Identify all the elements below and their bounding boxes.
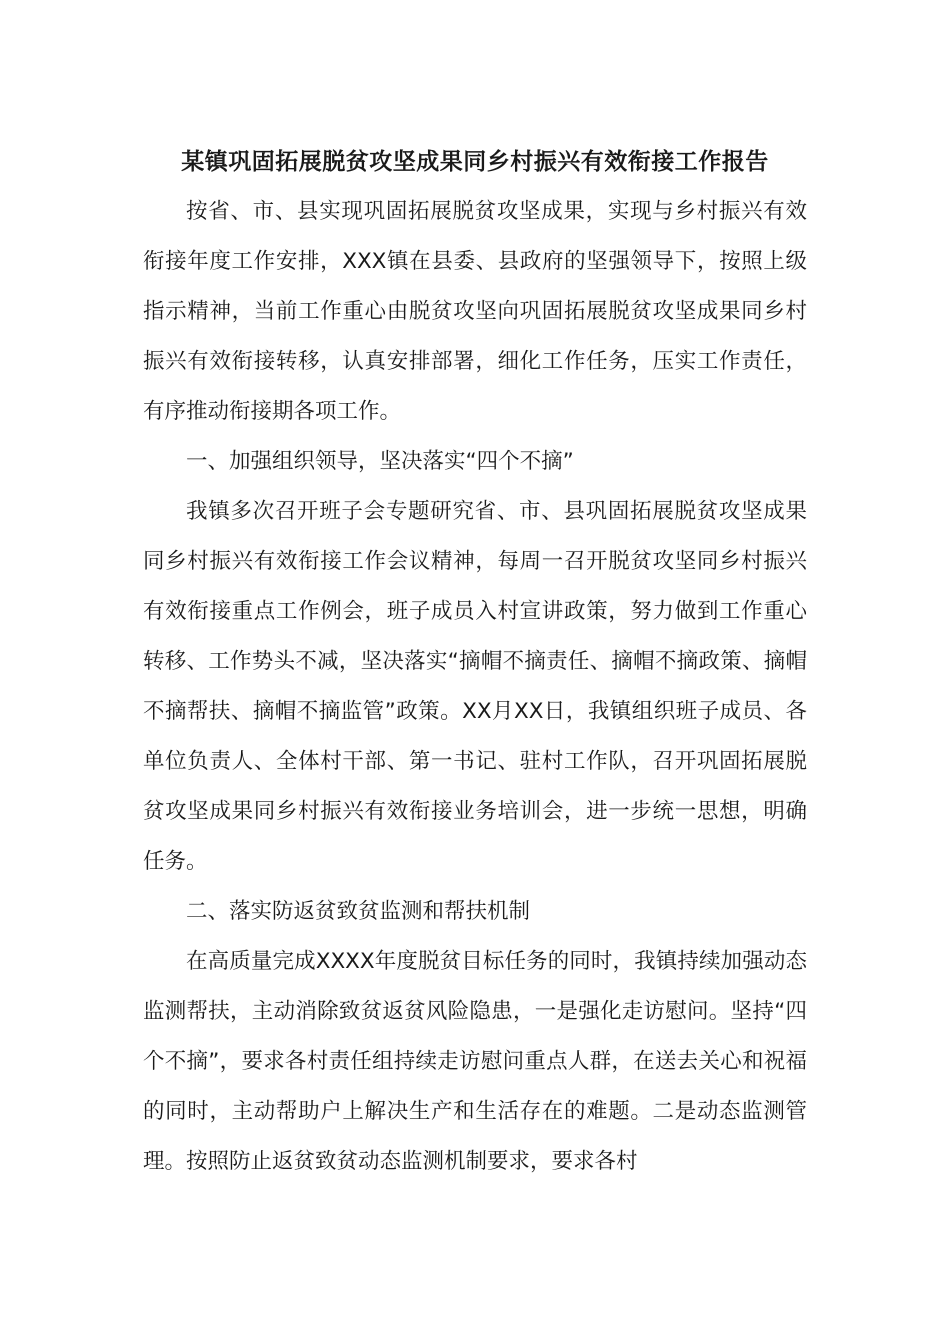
- intro-paragraph: 按省、市、县实现巩固拓展脱贫攻坚成果，实现与乡村振兴有效衔接年度工作安排，XXX镇在县委、县政府的坚强领导下，按照上级指示精神，当前工作重心由脱贫攻坚向巩固拓展脱贫攻坚成果同乡村振兴有效衔接转移，认真安排部署，细化工作任务，压实工作责任，有序推动衔接期各项工作。: [143, 199, 807, 424]
- section-1-heading: 一、加强组织领导，坚决落实“四个不摘”: [186, 449, 574, 474]
- section-2-heading: 二、落实防返贫致贫监测和帮扶机制: [186, 899, 531, 924]
- section-2-body: 在高质量完成XXXX年度脱贫目标任务的同时，我镇持续加强动态监测帮扶，主动消除致贫返贫风险隐患，一是强化走访慰问。坚持“四个不摘”，要求各村责任组持续走访慰问重点人群，在送去关心和祝福的同时，主动帮助户上解决生产和生活存在的难题。二是动态监测管理。按照防止返贫致贫动态监测机制要求，要求各村: [143, 949, 807, 1174]
- section-1-body: 我镇多次召开班子会专题研究省、市、县巩固拓展脱贫攻坚成果同乡村振兴有效衔接工作会议精神，每周一召开脱贫攻坚同乡村振兴有效衔接重点工作例会，班子成员入村宣讲政策，努力做到工作重心转移、工作势头不减，坚决落实“摘帽不摘责任、摘帽不摘政策、摘帽不摘帮扶、摘帽不摘监管”政策。XX月XX日，我镇组织班子成员、各单位负责人、全体村干部、第一书记、驻村工作队，召开巩固拓展脱贫攻坚成果同乡村振兴有效衔接业务培训会，进一步统一思想，明确任务。: [143, 499, 807, 874]
- document-page: [143, 140, 807, 1187]
- document-title: 某镇巩固拓展脱贫攻坚成果同乡村振兴有效衔接工作报告: [181, 149, 769, 175]
